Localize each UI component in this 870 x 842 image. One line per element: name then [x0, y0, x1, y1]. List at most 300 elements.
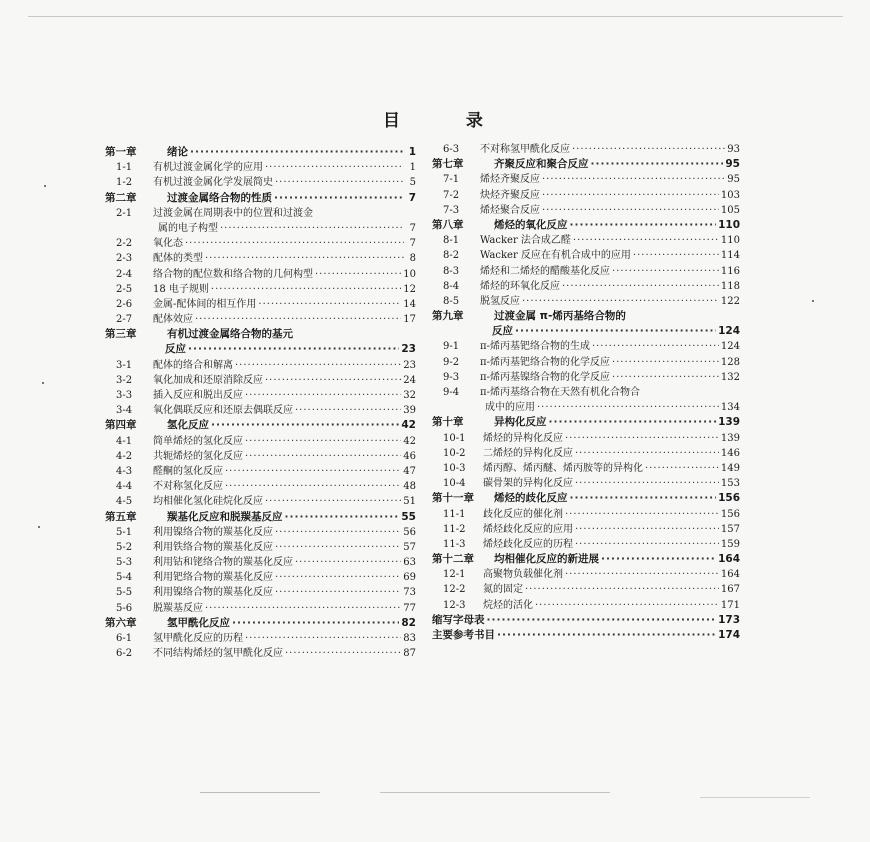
leader-dots — [275, 585, 401, 600]
toc-chapter-entry — [432, 628, 740, 643]
leader-dots — [211, 418, 399, 433]
toc-chapter-entry — [432, 613, 740, 628]
entry-title: 有机过渡金属化学发展简史 — [153, 177, 273, 189]
entry-page-number: 171 — [720, 599, 740, 611]
toc-section-entry — [105, 373, 416, 388]
leader-dots — [275, 175, 404, 190]
toc-left-column — [105, 145, 416, 661]
entry-title: 配体的类型 — [153, 253, 203, 265]
toc-chapter-entry — [105, 418, 416, 433]
entry-page-number: 134 — [720, 402, 740, 414]
toc-section-entry — [105, 267, 416, 282]
leader-dots — [572, 142, 725, 157]
entry-page-number: 149 — [720, 462, 740, 474]
entry-title: 反应 — [492, 325, 513, 338]
entry-page-number: 17 — [403, 314, 416, 326]
leader-dots — [487, 613, 717, 628]
entry-number: 10-3 — [443, 462, 466, 474]
leader-dots — [565, 507, 719, 522]
entry-number: 3-1 — [116, 359, 133, 371]
leader-dots — [275, 540, 401, 555]
entry-title: 氧化加成和还原消除反应 — [153, 374, 263, 386]
toc-chapter-entry — [432, 157, 740, 172]
entry-number: 2-6 — [116, 298, 133, 310]
toc-section-entry — [432, 370, 740, 385]
entry-page-number: 156 — [718, 492, 740, 505]
toc-section-entry — [432, 507, 740, 522]
toc-section-entry — [105, 631, 416, 646]
entry-number: 4-4 — [116, 481, 133, 493]
leader-dots — [195, 312, 401, 327]
toc-section-entry — [432, 294, 740, 309]
entry-number: 4-5 — [116, 496, 133, 508]
entry-title: 属的电子构型 — [158, 222, 218, 234]
toc-section-entry — [105, 525, 416, 540]
entry-page-number: 116 — [720, 265, 740, 277]
leader-dots — [542, 203, 719, 218]
entry-number: 9-4 — [443, 387, 460, 398]
entry-page-number: 7 — [409, 222, 416, 234]
entry-page-number: 167 — [720, 584, 740, 596]
entry-page-number: 93 — [727, 144, 740, 155]
entry-number: 8-2 — [443, 250, 460, 262]
leader-dots — [275, 525, 401, 540]
entry-title: 齐聚反应和聚合反应 — [494, 158, 589, 171]
entry-title: 过渡金属 π-烯丙基络合物的 — [494, 310, 626, 323]
toc-section-entry — [432, 400, 740, 415]
leader-dots — [575, 446, 719, 461]
entry-title: 过渡金属在周期表中的位置和过渡金 — [153, 207, 313, 219]
entry-title: 利用铁络合物的羰基化反应 — [153, 541, 273, 553]
scan-speck — [44, 185, 46, 187]
entry-title: 羰基化反应和脱羰基反应 — [167, 510, 283, 523]
entry-title: 配体效应 — [153, 314, 193, 326]
toc-chapter-entry — [432, 218, 740, 233]
leader-dots — [275, 570, 401, 585]
entry-title: 烯烃的环氧化反应 — [480, 280, 560, 292]
entry-title: 炔烃齐聚反应 — [480, 189, 540, 201]
entry-number: 5-1 — [116, 526, 133, 538]
leader-dots — [575, 522, 719, 537]
entry-number: 9-3 — [443, 371, 460, 383]
entry-title: 过渡金属络合物的性质 — [167, 191, 272, 204]
entry-number: 5-3 — [116, 557, 133, 569]
leader-dots — [188, 342, 399, 357]
leader-dots — [633, 248, 719, 263]
entry-page-number: 103 — [720, 189, 740, 201]
entry-title: 烷烃的活化 — [483, 599, 533, 611]
entry-title: 烯烃齐聚反应 — [480, 174, 540, 186]
leader-dots — [205, 251, 404, 266]
entry-title: 不对称氢化反应 — [153, 481, 223, 493]
leader-dots — [575, 537, 719, 552]
entry-title: 均相催化氢化硅烷化反应 — [153, 496, 263, 508]
toc-section-entry — [105, 175, 416, 190]
entry-title: 利用镍络合物的羰基化反应 — [153, 587, 273, 599]
entry-page-number: 77 — [403, 602, 416, 614]
entry-page-number: 1 — [409, 162, 416, 174]
toc-section-entry — [432, 264, 740, 279]
entry-title: 烯烃聚合反应 — [480, 204, 540, 216]
leader-dots — [232, 616, 399, 631]
toc-section-entry — [432, 567, 740, 582]
entry-number: 第二章 — [105, 191, 137, 204]
leader-dots — [205, 601, 401, 616]
entry-number: 12-1 — [443, 569, 466, 581]
entry-title: 反应 — [165, 343, 186, 356]
scan-speck — [812, 300, 814, 302]
leader-dots — [265, 373, 401, 388]
entry-page-number: 95 — [725, 158, 740, 171]
toc-section-entry — [105, 282, 416, 297]
entry-title: 利用钴和铑络合物的羰基化反应 — [153, 557, 293, 569]
leader-dots — [190, 145, 404, 160]
entry-number: 8-4 — [443, 280, 460, 292]
toc-section-entry — [105, 312, 416, 327]
entry-page-number: 110 — [720, 235, 740, 247]
leader-dots — [565, 431, 719, 446]
entry-page-number: 83 — [403, 633, 416, 644]
toc-section-entry — [105, 494, 416, 509]
leader-dots — [570, 491, 717, 506]
toc-section-entry — [105, 449, 416, 464]
entry-number: 2-7 — [116, 314, 133, 326]
entry-number: 4-3 — [116, 465, 133, 477]
bottom-rule — [380, 792, 610, 793]
leader-dots — [497, 628, 716, 643]
entry-number: 第三章 — [105, 328, 137, 341]
toc-section-entry — [105, 585, 416, 600]
entry-page-number: 7 — [409, 238, 416, 250]
toc-chapter-entry — [105, 616, 416, 631]
toc-chapter-entry — [432, 309, 740, 324]
leader-dots — [565, 567, 719, 582]
entry-page-number: 122 — [720, 295, 740, 307]
entry-number: 8-5 — [443, 295, 460, 307]
bottom-rule — [700, 797, 810, 798]
entry-title: Wacker 法合成乙醛 — [480, 235, 571, 247]
entry-page-number: 164 — [720, 569, 740, 581]
leader-dots — [211, 282, 401, 297]
entry-title: 共轭烯烃的氢化反应 — [153, 450, 243, 462]
entry-number: 3-2 — [116, 374, 133, 386]
leader-dots — [525, 582, 719, 597]
entry-page-number: 10 — [403, 268, 416, 280]
entry-number: 第十章 — [432, 416, 464, 429]
entry-page-number: 105 — [720, 204, 740, 216]
toc-section-entry — [432, 279, 740, 294]
toc-chapter-entry — [105, 145, 416, 160]
entry-title: π-烯丙基络合物在天然有机化合物合 — [480, 387, 640, 398]
entry-page-number: 156 — [720, 508, 740, 520]
leader-dots — [612, 370, 719, 385]
toc-section-entry — [105, 236, 416, 251]
entry-page-number: 51 — [403, 496, 416, 508]
toc-section-entry — [432, 476, 740, 491]
toc-section-entry — [432, 355, 740, 370]
entry-title: 配体的络合和解离 — [153, 359, 233, 371]
entry-number: 第五章 — [105, 510, 137, 523]
entry-title: 主要参考书目 — [432, 629, 495, 641]
entry-page-number: 48 — [403, 481, 416, 493]
entry-page-number: 128 — [720, 356, 740, 368]
entry-title: 烯烃歧化反应的历程 — [483, 538, 573, 550]
scan-speck — [42, 382, 44, 384]
entry-title: π-烯丙基钯络合物的生成 — [480, 341, 590, 353]
entry-title: 高聚物负载催化剂 — [483, 569, 563, 581]
leader-dots — [235, 358, 401, 373]
toc-section-entry — [105, 403, 416, 418]
entry-page-number: 63 — [403, 557, 416, 569]
entry-page-number: 1 — [408, 146, 416, 158]
entry-title: 氮的固定 — [483, 584, 523, 596]
leader-dots — [535, 598, 719, 613]
toc-section-entry — [432, 188, 740, 203]
entry-title: π-烯丙基镍络合物的化学反应 — [480, 371, 610, 383]
leader-dots — [220, 221, 404, 236]
entry-page-number: 23 — [403, 359, 416, 371]
entry-title: 异构化反应 — [494, 416, 547, 429]
entry-page-number: 110 — [718, 218, 740, 231]
entry-number: 5-5 — [116, 587, 133, 599]
entry-number: 2-2 — [116, 238, 133, 250]
toc-section-entry — [432, 431, 740, 446]
entry-number: 第十二章 — [432, 553, 474, 566]
entry-number: 第九章 — [432, 310, 464, 323]
entry-number: 2-4 — [116, 268, 133, 280]
entry-page-number: 56 — [403, 526, 416, 538]
entry-page-number: 5 — [409, 177, 416, 189]
entry-title: 烯丙醇、烯丙醚、烯丙胺等的异构化 — [483, 462, 643, 474]
entry-title: 络合物的配位数和络合物的几何构型 — [153, 268, 313, 280]
entry-title: 氢甲酰化反应 — [167, 616, 230, 629]
toc-section-entry — [432, 233, 740, 248]
toc-section-entry — [432, 582, 740, 597]
leader-dots — [245, 388, 401, 403]
entry-title: 插入反应和脱出反应 — [153, 390, 243, 401]
entry-page-number: 157 — [720, 523, 740, 535]
entry-page-number: 173 — [718, 613, 740, 626]
toc-chapter-entry — [432, 552, 740, 567]
entry-number: 1-2 — [116, 177, 133, 189]
leader-dots — [185, 236, 404, 251]
toc-chapter-entry — [432, 491, 740, 506]
toc-section-entry — [432, 385, 740, 400]
entry-page-number: 42 — [403, 435, 416, 447]
entry-number: 6-1 — [116, 633, 133, 644]
toc-section-entry — [432, 522, 740, 537]
toc-chapter-entry — [105, 342, 416, 357]
toc-section-entry — [105, 540, 416, 555]
toc-chapter-entry — [432, 324, 740, 339]
entry-title: 脱羰基反应 — [153, 602, 203, 614]
entry-number: 11-1 — [443, 508, 466, 520]
leader-dots — [612, 264, 719, 279]
leader-dots — [591, 157, 724, 172]
entry-page-number: 153 — [720, 478, 740, 490]
entry-number: 2-1 — [116, 207, 133, 219]
entry-title: π-烯丙基钯络合物的化学反应 — [480, 356, 610, 368]
entry-page-number: 42 — [401, 419, 416, 432]
entry-page-number: 23 — [401, 343, 416, 356]
entry-number: 4-2 — [116, 450, 133, 462]
leader-dots — [274, 191, 404, 206]
leader-dots — [285, 646, 401, 661]
entry-title: 烯烃的氧化反应 — [494, 218, 568, 231]
entry-title: 不同结构烯烃的氢甲酰化反应 — [153, 648, 283, 660]
entry-title: 有机过渡金属化学的应用 — [153, 162, 263, 174]
entry-page-number: 47 — [403, 465, 416, 477]
entry-number: 6-2 — [116, 648, 133, 660]
leader-dots — [575, 476, 719, 491]
entry-page-number: 95 — [727, 174, 740, 186]
toc-section-entry — [105, 434, 416, 449]
entry-number: 7-3 — [443, 204, 460, 216]
entry-title: Wacker 反应在有机合成中的应用 — [480, 250, 631, 262]
entry-title: 利用钯络合物的羰基化反应 — [153, 572, 273, 584]
toc-section-entry — [105, 221, 416, 236]
entry-page-number: 87 — [403, 648, 416, 660]
leader-dots — [265, 160, 404, 175]
entry-page-number: 124 — [718, 325, 740, 338]
toc-section-entry — [105, 601, 416, 616]
toc-right-column — [432, 142, 740, 643]
entry-page-number: 7 — [408, 191, 416, 204]
leader-dots — [515, 324, 716, 339]
bottom-rule — [200, 792, 320, 793]
toc-section-entry — [105, 646, 416, 661]
toc-section-entry — [105, 206, 416, 221]
entry-number: 1-1 — [116, 162, 133, 174]
entry-page-number: 24 — [403, 374, 416, 386]
leader-dots — [592, 339, 719, 354]
leader-dots — [573, 233, 719, 248]
top-rule — [28, 16, 843, 17]
entry-number: 第七章 — [432, 158, 464, 171]
leader-dots — [537, 400, 719, 415]
leader-dots — [562, 279, 719, 294]
entry-number: 10-1 — [443, 432, 466, 444]
entry-page-number: 174 — [718, 629, 740, 641]
leader-dots — [601, 552, 716, 567]
entry-number: 12-3 — [443, 599, 466, 611]
leader-dots — [542, 172, 725, 187]
entry-number: 10-4 — [443, 478, 466, 490]
entry-title: 不对称氢甲酰化反应 — [480, 144, 570, 155]
toc-section-entry — [432, 142, 740, 157]
leader-dots — [258, 297, 401, 312]
leader-dots — [315, 267, 401, 282]
leader-dots — [285, 510, 400, 525]
toc-section-entry — [432, 203, 740, 218]
toc-section-entry — [105, 555, 416, 570]
entry-number: 7-1 — [443, 174, 460, 186]
entry-number: 第一章 — [105, 146, 137, 158]
entry-number: 11-3 — [443, 538, 466, 550]
toc-chapter-entry — [105, 327, 416, 342]
entry-number: 8-1 — [443, 235, 460, 247]
entry-number: 3-3 — [116, 390, 133, 401]
entry-title: 氢化反应 — [167, 419, 209, 432]
leader-dots — [542, 188, 719, 203]
entry-number: 2-3 — [116, 253, 133, 265]
entry-title: 氧化偶联反应和还原去偶联反应 — [153, 405, 293, 417]
entry-page-number: 132 — [720, 371, 740, 383]
entry-number: 4-1 — [116, 435, 133, 447]
entry-page-number: 164 — [718, 553, 740, 566]
toc-section-entry — [105, 388, 416, 403]
entry-page-number: 8 — [409, 253, 416, 265]
entry-title: 利用镍络合物的羰基化反应 — [153, 526, 273, 538]
entry-title: 金属-配体间的相互作用 — [153, 298, 257, 310]
leader-dots — [645, 461, 719, 476]
page-title: 目 录 — [383, 111, 513, 131]
leader-dots — [549, 415, 717, 430]
entry-number: 12-2 — [443, 584, 466, 596]
entry-title: 缩写字母表 — [432, 613, 485, 626]
entry-page-number: 73 — [403, 587, 416, 599]
entry-number: 第六章 — [105, 616, 137, 629]
entry-title: 烯烃的歧化反应 — [494, 492, 568, 505]
entry-page-number: 69 — [403, 572, 416, 584]
entry-title: 烯烃的异构化反应 — [483, 432, 563, 444]
toc-section-entry — [105, 464, 416, 479]
entry-number: 11-2 — [443, 523, 466, 535]
entry-title: 氢甲酰化反应的历程 — [153, 633, 243, 644]
entry-number: 9-2 — [443, 356, 460, 368]
entry-number: 8-3 — [443, 265, 460, 277]
entry-number: 10-2 — [443, 447, 466, 459]
entry-title: 绪论 — [167, 146, 188, 158]
entry-title: 碳骨架的异构化反应 — [483, 478, 573, 490]
entry-number: 第十一章 — [432, 492, 474, 505]
entry-page-number: 55 — [401, 510, 416, 523]
leader-dots — [225, 479, 401, 494]
leader-dots — [265, 494, 401, 509]
scan-speck — [38, 526, 40, 528]
entry-page-number: 57 — [403, 541, 416, 553]
toc-section-entry — [432, 461, 740, 476]
toc-chapter-entry — [105, 510, 416, 525]
leader-dots — [245, 449, 401, 464]
toc-section-entry — [432, 172, 740, 187]
toc-section-entry — [432, 537, 740, 552]
entry-page-number: 12 — [403, 283, 416, 295]
entry-number: 5-2 — [116, 541, 133, 553]
leader-dots — [522, 294, 719, 309]
entry-page-number: 82 — [401, 616, 416, 629]
entry-title: 有机过渡金属络合物的基元 — [167, 328, 293, 341]
entry-title: 醛酮的氢化反应 — [153, 465, 223, 477]
leader-dots — [295, 555, 401, 570]
toc-section-entry — [432, 339, 740, 354]
entry-page-number: 146 — [720, 447, 740, 459]
entry-page-number: 124 — [720, 341, 740, 353]
toc-chapter-entry — [432, 415, 740, 430]
entry-page-number: 114 — [720, 250, 740, 262]
toc-section-entry — [105, 297, 416, 312]
toc-chapter-entry — [105, 191, 416, 206]
entry-title: 均相催化反应的新进展 — [494, 553, 599, 566]
leader-dots — [612, 355, 719, 370]
entry-page-number: 139 — [718, 416, 740, 429]
entry-number: 9-1 — [443, 341, 460, 353]
entry-page-number: 159 — [720, 538, 740, 550]
toc-section-entry — [432, 446, 740, 461]
entry-page-number: 32 — [403, 390, 416, 401]
entry-number: 7-2 — [443, 189, 460, 201]
leader-dots — [570, 218, 717, 233]
